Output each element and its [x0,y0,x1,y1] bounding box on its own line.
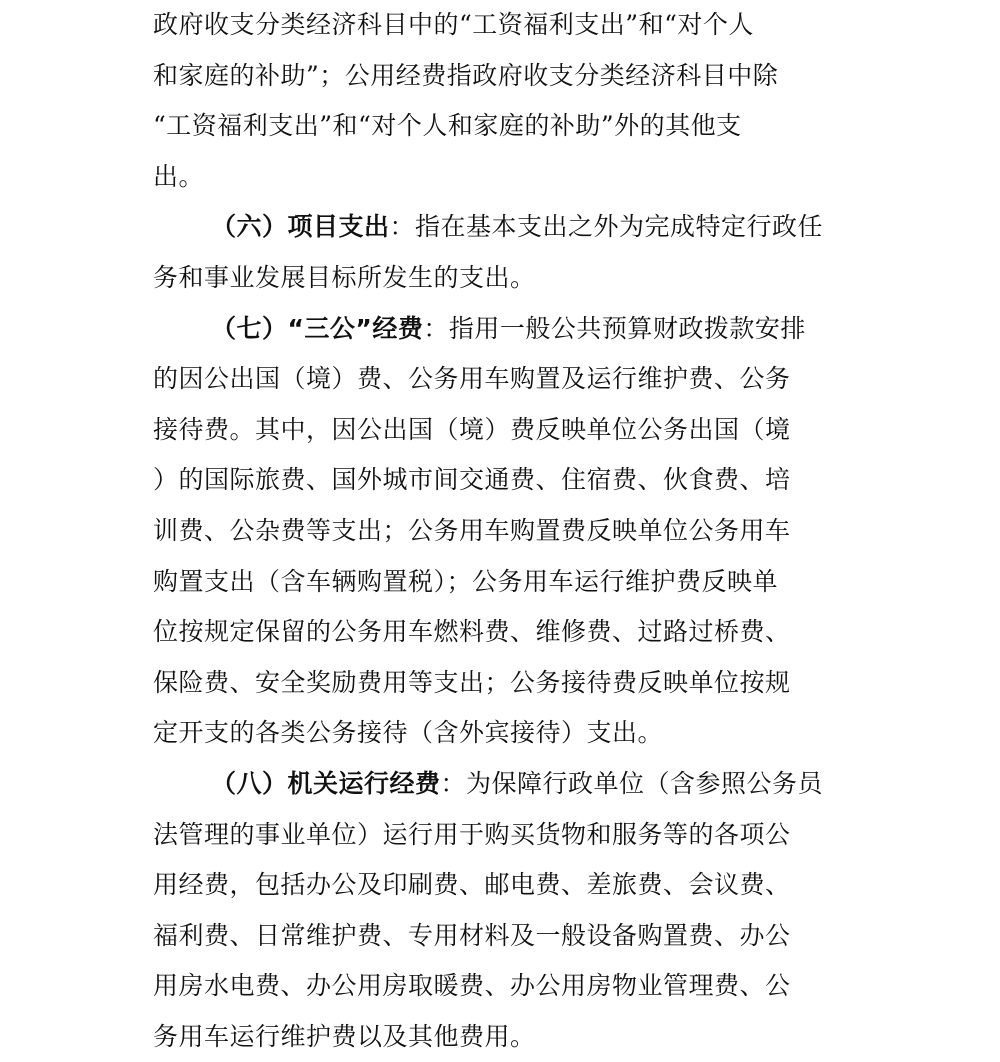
body-text [153,0,853,1062]
section-6-text: ：指在基本支出之外为完成特定行政任 [389,212,824,242]
section-8-heading: （八）机关运行经费 [211,768,441,798]
section-7-first-line [153,304,853,355]
text-line: 接待费。其中，因公出国（境）费反映单位公务出国（境 [153,414,791,444]
text-line: 和家庭的补助”；公用经费指政府收支分类经济科目中除 [153,60,779,90]
text-line: 的因公出国（境）费、公务用车购置及运行维护费、公务 [153,364,791,394]
text-line: 定开支的各类公务接待（含外宾接待）支出。 [153,718,664,748]
text-line: 出。 [153,161,205,191]
section-7-heading: （七）“三公”经费 [211,313,424,343]
section-6-first-line [153,202,853,253]
text-line: 位按规定保留的公务用车燃料费、维修费、过路过桥费、 [153,617,791,647]
text-line: ）的国际旅费、国外城市间交通费、住宿费、伙食费、培 [153,465,791,495]
section-6-heading: （六）项目支出 [211,212,390,242]
text-line: 务和事业发展目标所发生的支出。 [153,262,536,292]
text-line: 保险费、安全奖励费用等支出；公务接待费反映单位按规 [153,667,791,697]
text-line: 用经费，包括办公及印刷费、邮电费、差旅费、会议费、 [153,870,791,900]
section-7-text: ：指用一般公共预算财政拨款安排 [423,313,806,343]
text-line: 福利费、日常维护费、专用材料及一般设备购置费、办公 [153,920,791,950]
text-line: 购置支出（含车辆购置税）；公务用车运行维护费反映单 [153,566,779,596]
section-8-first-line [153,759,853,810]
text-line: 用房水电费、办公用房取暖费、办公用房物业管理费、公 [153,971,791,1001]
section-8-text: ：为保障行政单位（含参照公务员 [440,768,824,798]
text-line: 训费、公杂费等支出；公务用车购置费反映单位公务用车 [153,515,791,545]
text-line: 政府收支分类经济科目中的“工资福利支出”和“对个人 [153,10,754,39]
text-line: 法管理的事业单位）运行用于购买货物和服务等的各项公 [153,819,791,849]
text-line: 务用车运行维护费以及其他费用。 [153,1021,536,1051]
text-line: “工资福利支出”和“对个人和家庭的补助”外的其他支 [153,111,742,141]
